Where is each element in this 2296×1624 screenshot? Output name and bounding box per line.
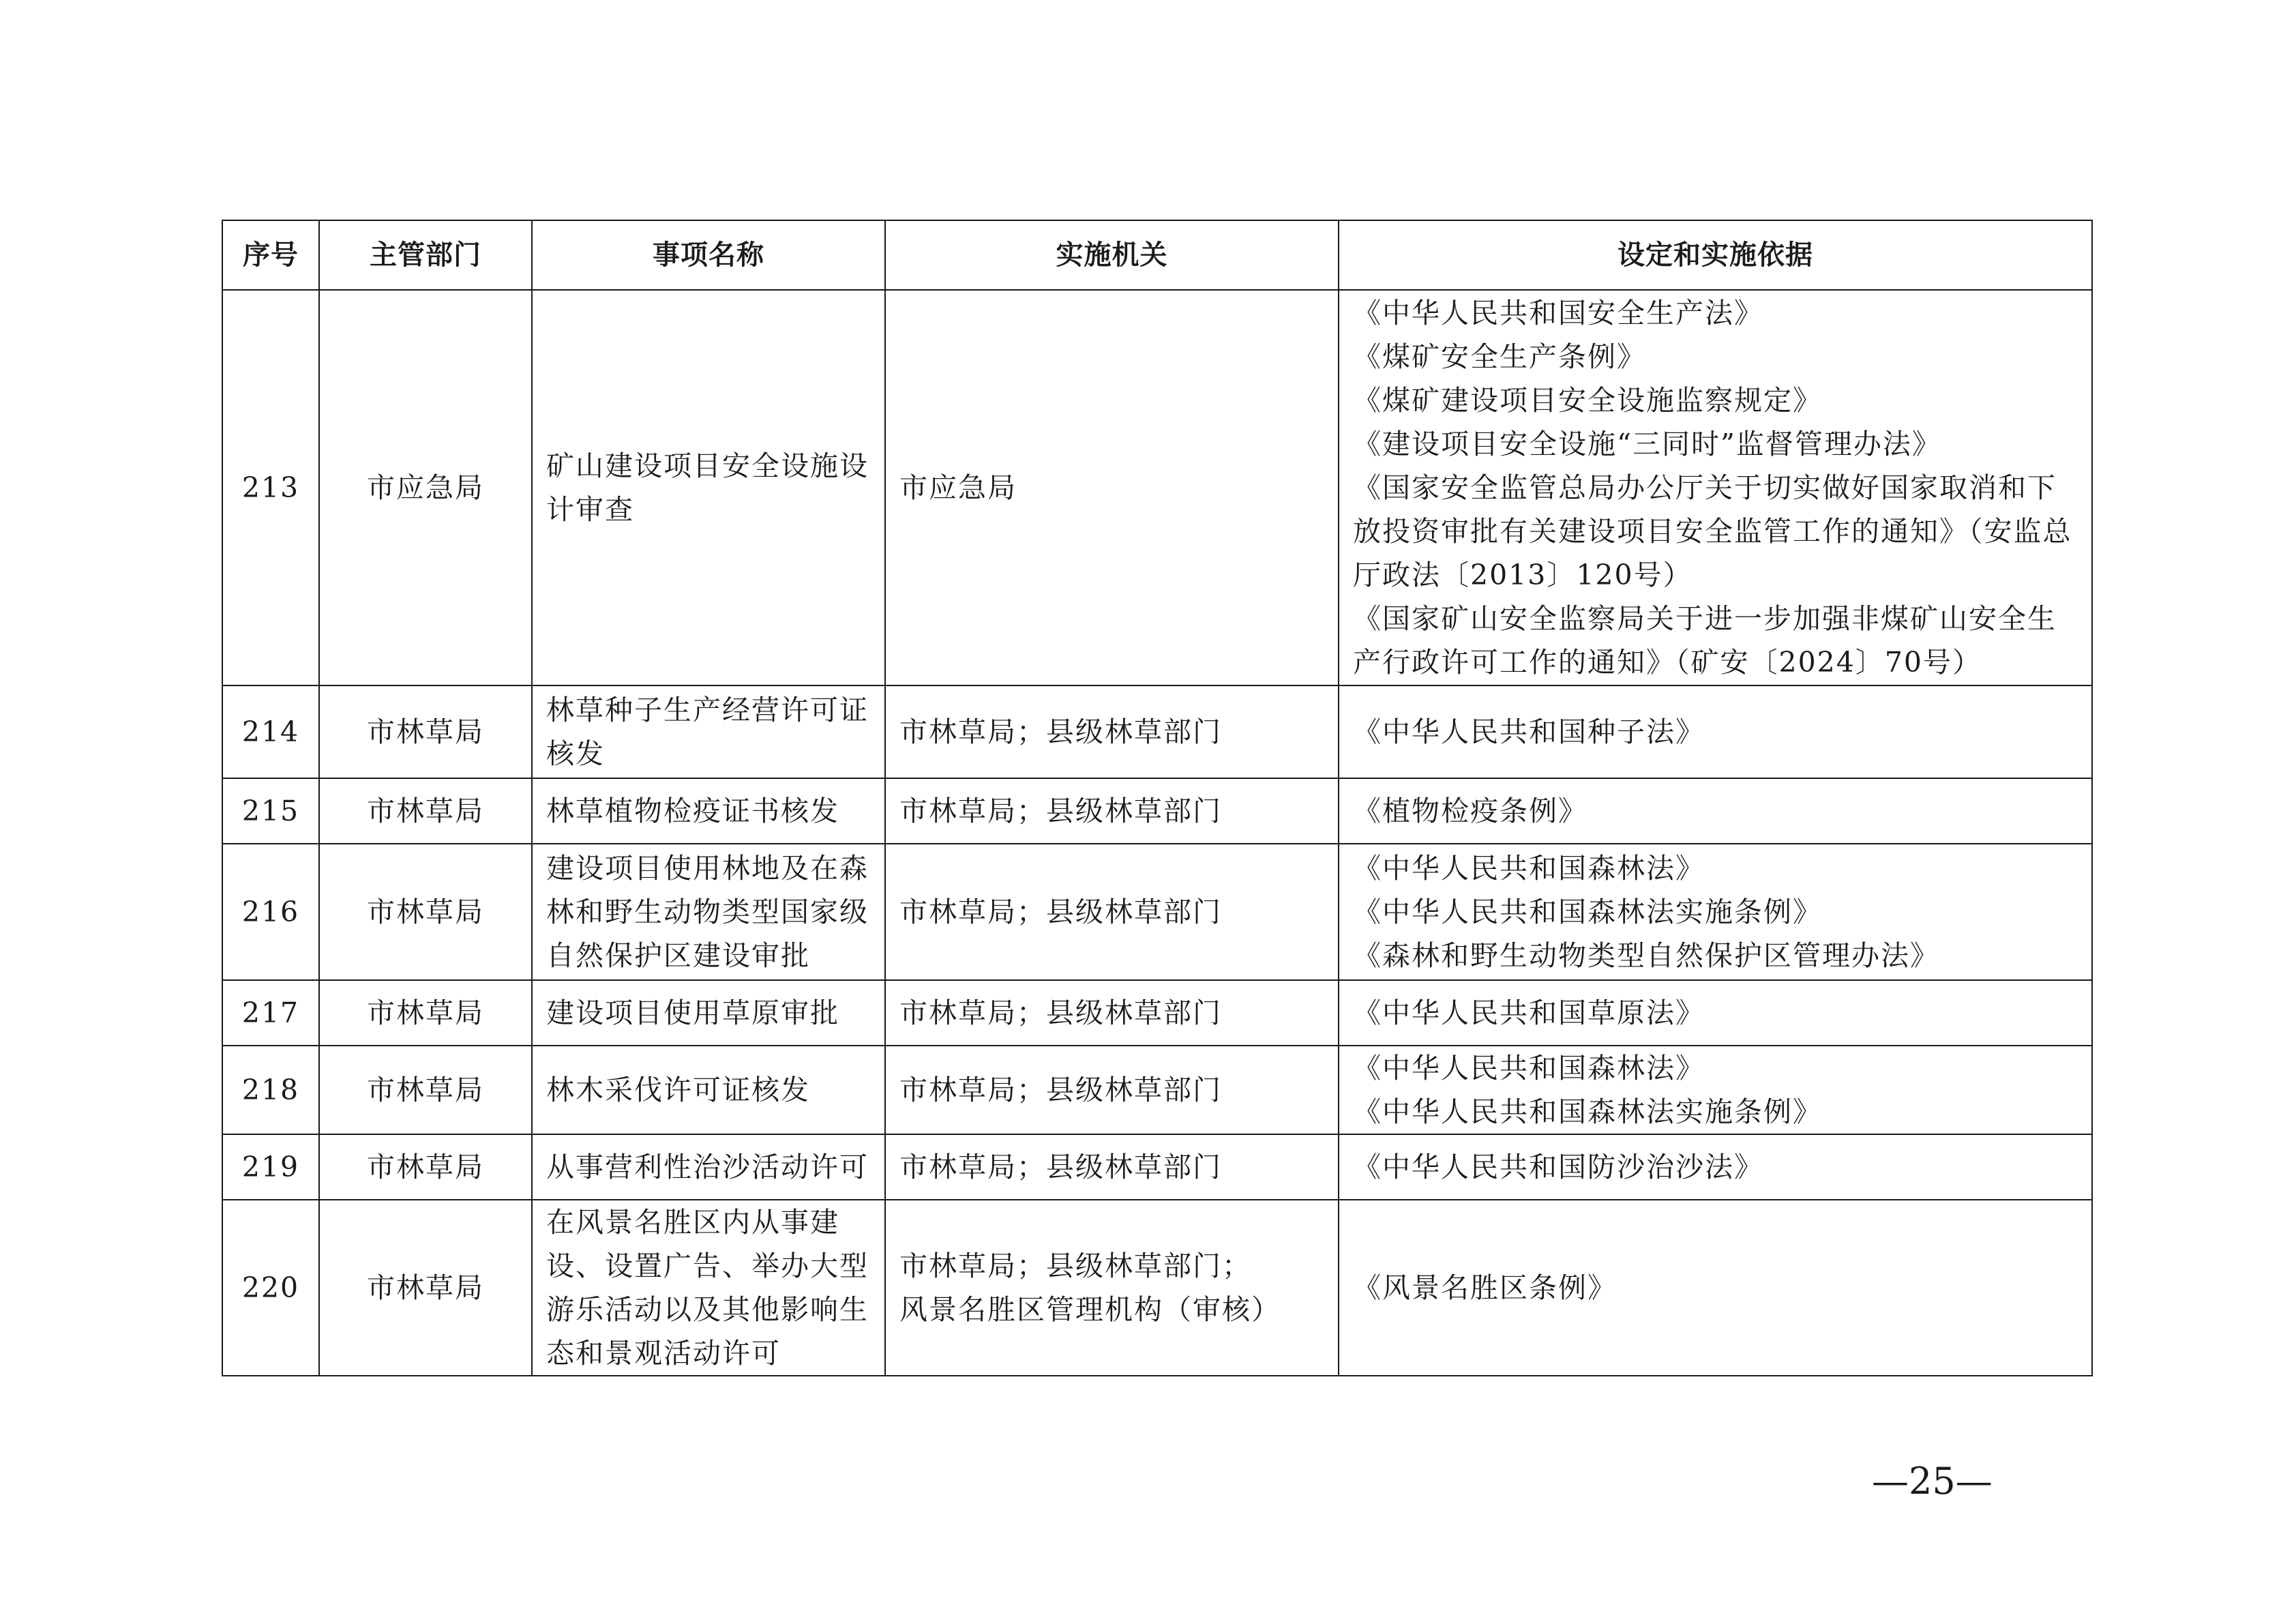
item-name-cell-line: 核发 bbox=[546, 737, 605, 770]
table-row bbox=[222, 1200, 2092, 1376]
table-row bbox=[222, 844, 2092, 980]
table-row bbox=[222, 1046, 2092, 1134]
item-name-cell bbox=[532, 1134, 885, 1200]
agency-cell-line: 市林草局；县级林草部门 bbox=[899, 1074, 1222, 1106]
basis-cell bbox=[1339, 685, 2092, 778]
agency-cell bbox=[885, 778, 1339, 844]
item-name-cell-line: 计审查 bbox=[546, 493, 634, 526]
basis-cell-line: 《中华人民共和国种子法》 bbox=[1353, 715, 1705, 748]
item-name-cell-line: 从事营利性治沙活动许可 bbox=[546, 1151, 869, 1183]
basis-cell-line: 《中华人民共和国森林法》 bbox=[1353, 852, 1705, 885]
item-name-cell bbox=[532, 685, 885, 778]
basis-cell-line: 《国家矿山安全监察局关于进一步加强非煤矿山安全生 bbox=[1353, 602, 2057, 635]
agency-cell-line: 市林草局；县级林草部门 bbox=[899, 996, 1222, 1029]
row-number-cell: 213 bbox=[222, 290, 319, 685]
row-number-cell: 214 bbox=[222, 685, 319, 778]
table-row bbox=[222, 980, 2092, 1046]
header-basis: 设定和实施依据 bbox=[1339, 220, 2092, 290]
header-agency: 实施机关 bbox=[885, 220, 1339, 290]
item-name-cell-line: 建设项目使用草原审批 bbox=[546, 996, 839, 1029]
agency-cell-line: 市林草局；县级林草部门 bbox=[899, 715, 1222, 748]
header-dept: 主管部门 bbox=[319, 220, 532, 290]
item-name-cell-line: 林木采伐许可证核发 bbox=[546, 1074, 810, 1106]
basis-cell bbox=[1339, 980, 2092, 1046]
department-cell: 市林草局 bbox=[319, 1200, 532, 1376]
item-name-cell-line: 在风景名胜区内从事建 bbox=[546, 1206, 839, 1239]
basis-cell-line: 《植物检疫条例》 bbox=[1353, 795, 1587, 827]
row-number-cell: 217 bbox=[222, 980, 319, 1046]
basis-cell-line: 《煤矿建设项目安全设施监察规定》 bbox=[1353, 384, 1822, 417]
basis-cell-line: 《中华人民共和国草原法》 bbox=[1353, 996, 1705, 1029]
header-item: 事项名称 bbox=[532, 220, 885, 290]
item-name-cell-line: 游乐活动以及其他影响生 bbox=[546, 1293, 869, 1326]
basis-cell bbox=[1339, 778, 2092, 844]
row-number-cell: 216 bbox=[222, 844, 319, 980]
agency-cell bbox=[885, 844, 1339, 980]
item-name-cell bbox=[532, 778, 885, 844]
item-name-cell bbox=[532, 980, 885, 1046]
table-row bbox=[222, 685, 2092, 778]
item-name-cell-line: 态和景观活动许可 bbox=[546, 1337, 781, 1370]
row-number-cell: 219 bbox=[222, 1134, 319, 1200]
table-row bbox=[222, 1134, 2092, 1200]
basis-cell-line: 放投资审批有关建设项目安全监管工作的通知》（安监总 bbox=[1353, 515, 2072, 548]
basis-cell bbox=[1339, 1134, 2092, 1200]
basis-cell-line: 《建设项目安全设施“三同时”监督管理办法》 bbox=[1353, 428, 1941, 460]
agency-cell-line: 市应急局 bbox=[899, 471, 1017, 504]
row-number-cell: 218 bbox=[222, 1046, 319, 1134]
basis-cell-line: 厅政法〔2013〕120号） bbox=[1353, 559, 1693, 591]
basis-cell bbox=[1339, 844, 2092, 980]
table-row bbox=[222, 290, 2092, 685]
basis-cell-line: 产行政许可工作的通知》（矿安〔2024〕70号） bbox=[1353, 646, 1982, 679]
department-cell: 市林草局 bbox=[319, 844, 532, 980]
item-name-cell-line: 林和野生动物类型国家级 bbox=[546, 896, 869, 928]
table-header-row bbox=[222, 220, 2092, 290]
item-name-cell bbox=[532, 290, 885, 685]
item-name-cell-line: 自然保护区建设审批 bbox=[546, 939, 810, 972]
agency-cell bbox=[885, 1046, 1339, 1134]
item-name-cell-line: 矿山建设项目安全设施设 bbox=[546, 449, 869, 482]
row-number-cell: 215 bbox=[222, 778, 319, 844]
department-cell: 市林草局 bbox=[319, 980, 532, 1046]
item-name-cell bbox=[532, 844, 885, 980]
basis-cell-line: 《中华人民共和国安全生产法》 bbox=[1353, 297, 1763, 329]
department-cell: 市林草局 bbox=[319, 1046, 532, 1134]
agency-cell bbox=[885, 290, 1339, 685]
department-cell: 市应急局 bbox=[319, 290, 532, 685]
agency-cell bbox=[885, 685, 1339, 778]
agency-cell-line: 市林草局；县级林草部门 bbox=[899, 1151, 1222, 1183]
header-no: 序号 bbox=[222, 220, 319, 290]
basis-cell-line: 《风景名胜区条例》 bbox=[1353, 1271, 1617, 1304]
row-number-cell: 220 bbox=[222, 1200, 319, 1376]
item-name-cell-line: 设、设置广告、举办大型 bbox=[546, 1250, 869, 1282]
basis-cell bbox=[1339, 290, 2092, 685]
department-cell: 市林草局 bbox=[319, 778, 532, 844]
department-cell: 市林草局 bbox=[319, 1134, 532, 1200]
basis-cell-line: 《森林和野生动物类型自然保护区管理办法》 bbox=[1353, 939, 1939, 972]
item-name-cell bbox=[532, 1046, 885, 1134]
basis-cell bbox=[1339, 1046, 2092, 1134]
basis-cell-line: 《中华人民共和国森林法实施条例》 bbox=[1353, 896, 1822, 928]
agency-cell bbox=[885, 1200, 1339, 1376]
basis-cell-line: 《中华人民共和国防沙治沙法》 bbox=[1353, 1151, 1763, 1183]
basis-cell-line: 《国家安全监管总局办公厅关于切实做好国家取消和下 bbox=[1353, 471, 2057, 504]
item-name-cell-line: 林草种子生产经营许可证 bbox=[546, 694, 869, 726]
page-number: —25— bbox=[1872, 1460, 1993, 1503]
basis-cell bbox=[1339, 1200, 2092, 1376]
agency-cell-line: 风景名胜区管理机构（审核） bbox=[899, 1293, 1281, 1326]
item-name-cell-line: 建设项目使用林地及在森 bbox=[546, 852, 869, 885]
basis-cell-line: 《中华人民共和国森林法实施条例》 bbox=[1353, 1095, 1822, 1128]
agency-cell-line: 市林草局；县级林草部门 bbox=[899, 896, 1222, 928]
agency-cell-line: 市林草局；县级林草部门 bbox=[899, 795, 1222, 827]
basis-cell-line: 《煤矿安全生产条例》 bbox=[1353, 340, 1646, 373]
item-name-cell-line: 林草植物检疫证书核发 bbox=[546, 795, 839, 827]
basis-cell-line: 《中华人民共和国森林法》 bbox=[1353, 1052, 1705, 1084]
table-row bbox=[222, 778, 2092, 844]
department-cell: 市林草局 bbox=[319, 685, 532, 778]
table-body bbox=[222, 290, 2092, 1376]
item-name-cell bbox=[532, 1200, 885, 1376]
agency-cell bbox=[885, 1134, 1339, 1200]
agency-cell bbox=[885, 980, 1339, 1046]
agency-cell-line: 市林草局；县级林草部门； bbox=[899, 1250, 1251, 1282]
permit-table bbox=[222, 220, 2093, 1376]
